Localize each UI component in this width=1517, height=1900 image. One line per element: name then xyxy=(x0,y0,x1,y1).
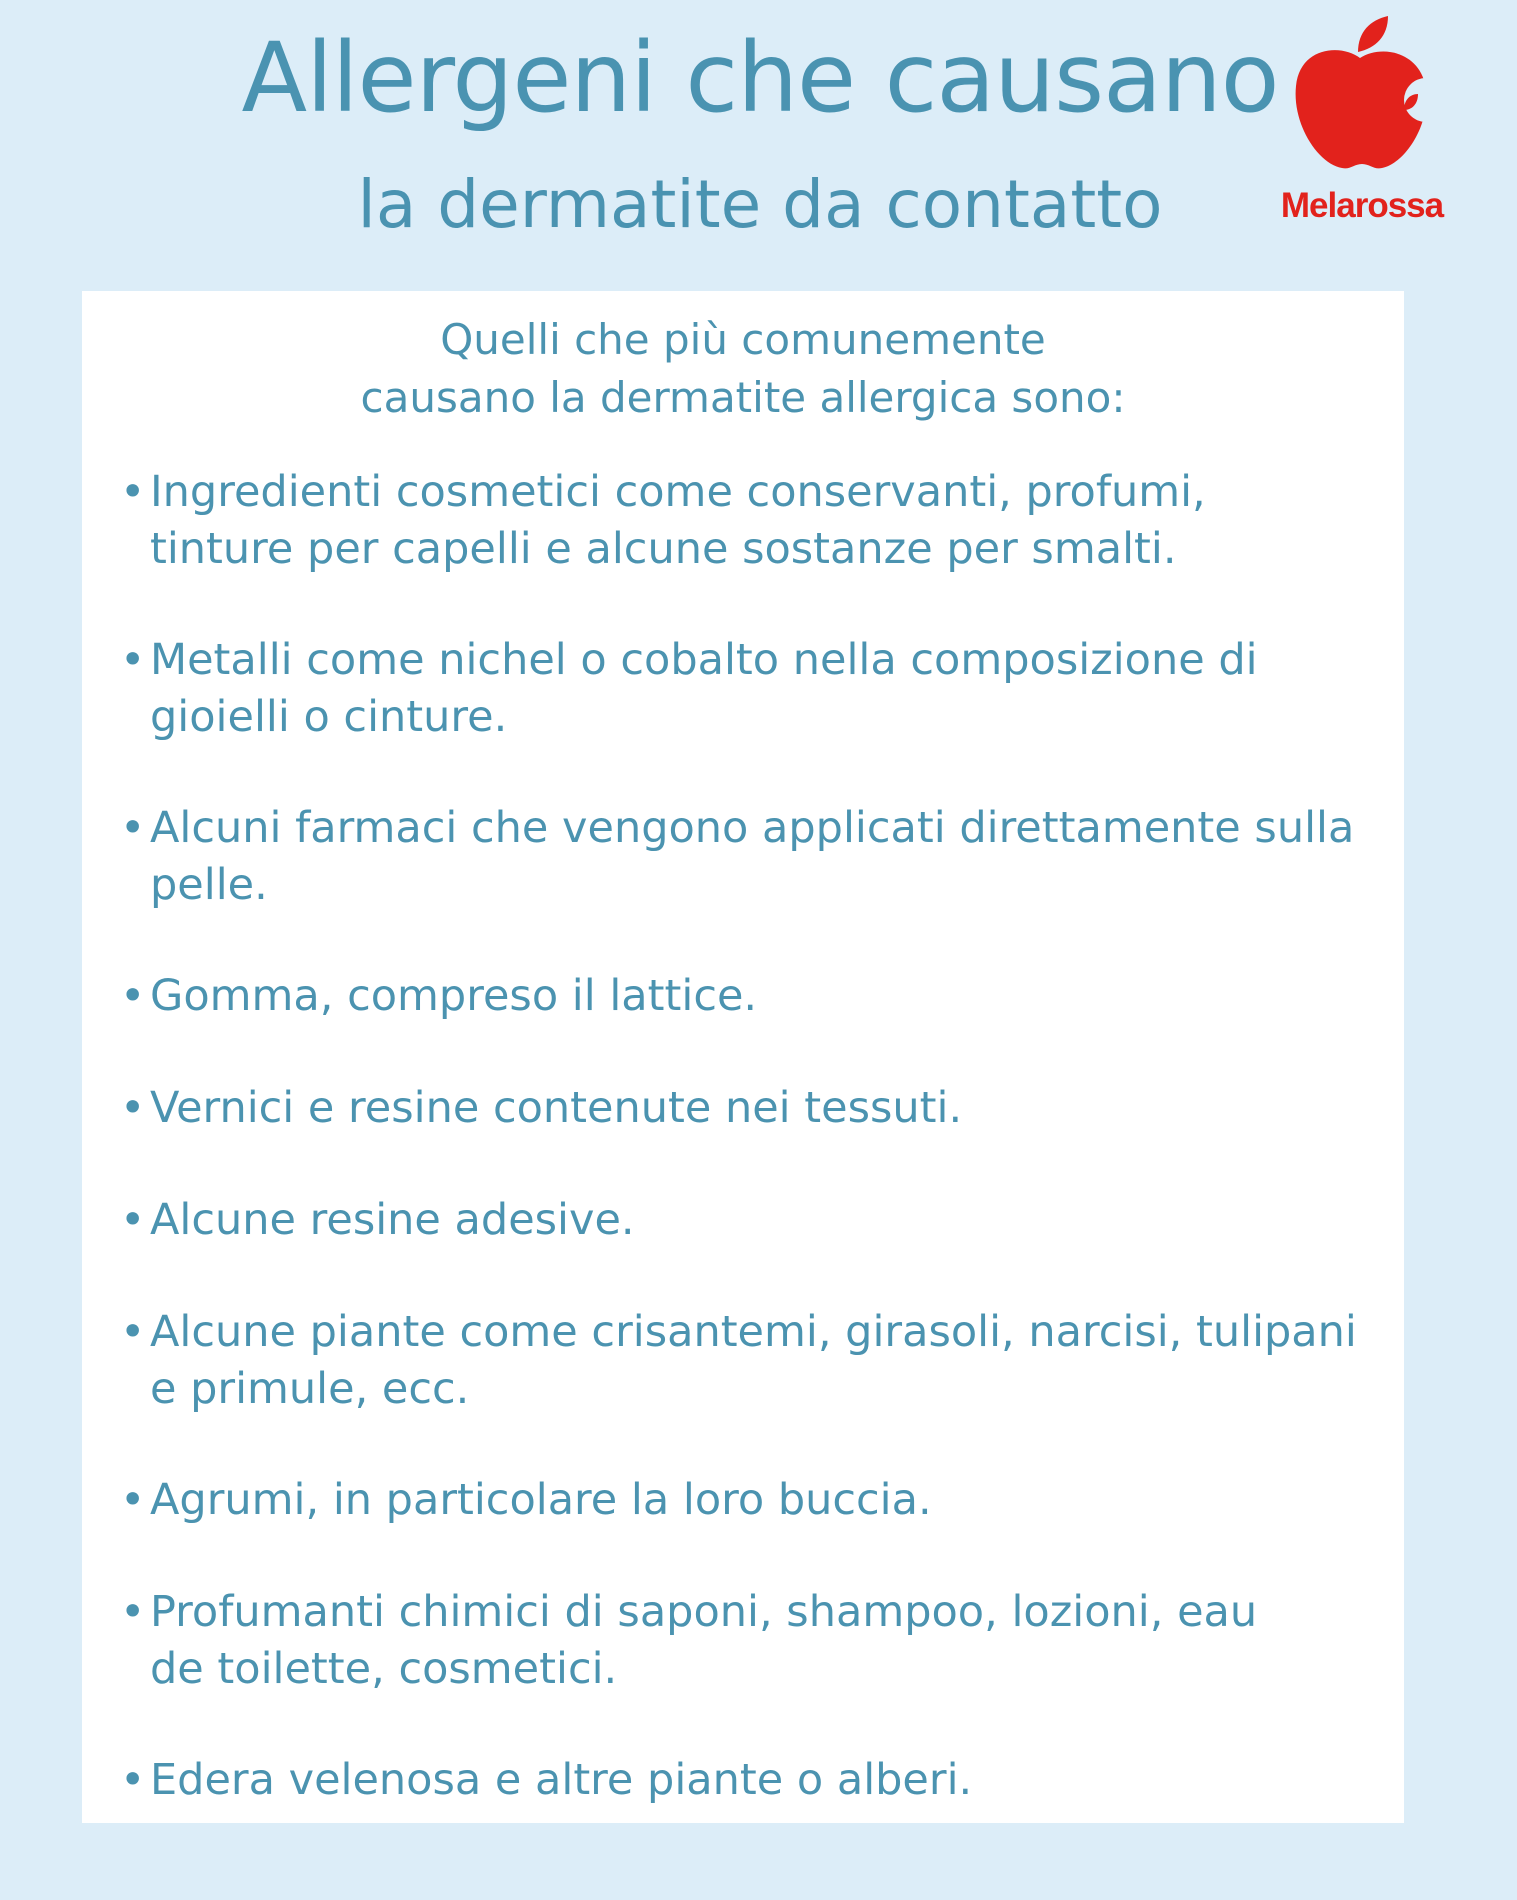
intro-line: Quelli che più comunemente xyxy=(440,315,1046,364)
item-line: Agrumi, in particolare la loro buccia. xyxy=(150,1475,932,1525)
item-line: Metalli come nichel o cobalto nella composizione di xyxy=(150,635,1258,685)
bullet: • xyxy=(120,803,146,853)
item-line: Alcune resine adesive. xyxy=(150,1195,635,1245)
item-line: gioielli o cinture. xyxy=(150,692,508,742)
bullet: • xyxy=(120,971,146,1021)
item-line: e primule, ecc. xyxy=(150,1364,470,1414)
item-line: Alcuni farmaci che vengono applicati direttamente sulla xyxy=(150,803,1355,853)
brand-logo[interactable] xyxy=(1262,14,1462,234)
bullet: • xyxy=(120,1307,146,1357)
item-line: Edera velenosa e altre piante o alberi. xyxy=(150,1755,973,1805)
allergen-card xyxy=(82,291,1404,1823)
apple-icon xyxy=(1292,14,1432,184)
item-line: de toilette, cosmetici. xyxy=(150,1644,618,1694)
bullet: • xyxy=(120,1195,146,1245)
item-line: Alcune piante come crisantemi, girasoli, narcisi, tulipani xyxy=(150,1307,1357,1357)
intro-text xyxy=(82,311,1404,427)
item-line: tinture per capelli e alcune sostanze per smalti. xyxy=(150,524,1177,574)
item-line: Gomma, compreso il lattice. xyxy=(150,971,758,1021)
bullet: • xyxy=(120,467,146,517)
bullet: • xyxy=(120,1083,146,1133)
brand-name: Melarossa xyxy=(1280,186,1444,225)
item-line: Ingredienti cosmetici come conservanti, profumi, xyxy=(150,467,1206,517)
intro-line: causano la dermatite allergica sono: xyxy=(360,373,1126,422)
item-line: Vernici e resine contenute nei tessuti. xyxy=(150,1083,963,1133)
bullet: • xyxy=(120,1475,146,1525)
bullet: • xyxy=(120,635,146,685)
page-title: Allergeni che causano xyxy=(241,22,1279,134)
page-subtitle: la dermatite da contatto xyxy=(357,166,1163,243)
bullet: • xyxy=(120,1587,146,1637)
item-line: Profumanti chimici di saponi, shampoo, lozioni, eau xyxy=(150,1587,1258,1637)
item-line: pelle. xyxy=(150,860,268,910)
header xyxy=(0,0,1517,280)
bullet: • xyxy=(120,1755,146,1805)
